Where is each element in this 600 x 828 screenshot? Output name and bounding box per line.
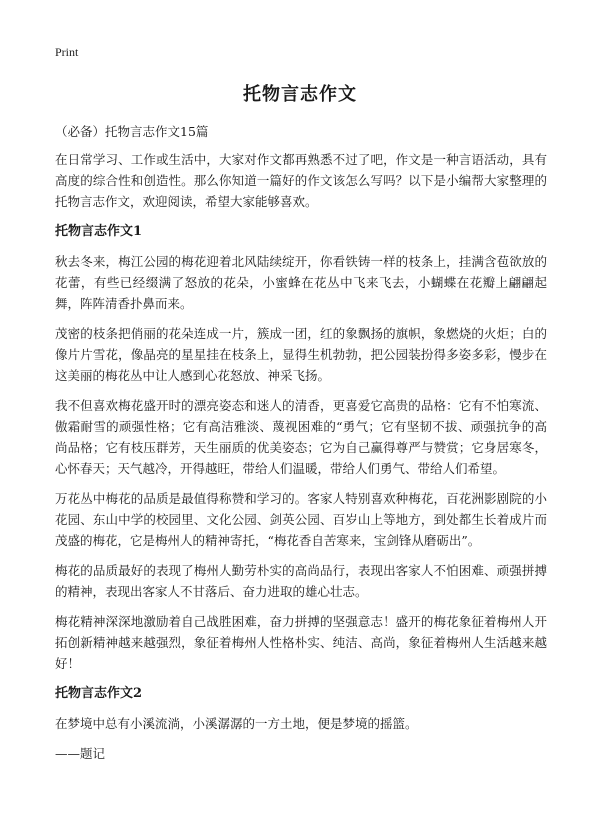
paragraph: 在梦境中总有小溪流淌，小溪潺潺的一方土地，便是梦境的摇篮。 <box>55 716 418 731</box>
article-subtitle: （必备）托物言志作文15篇 <box>55 124 209 139</box>
paragraph: 秋去冬来，梅江公园的梅花迎着北风陆续绽开，你看铁铸一样的枝条上，挂满含苞欲放的花蕾，有些已经缀满了怒放的花朵，小蜜蜂在花丛中飞来飞去，小蝴蝶在花瓣上翩翩起舞，阵阵清香扑鼻而来。 <box>55 254 547 311</box>
paragraph: 万花丛中梅花的品质是最值得称赞和学习的。客家人特别喜欢种梅花，百花洲影剧院的小花园、东山中学的校园里、文化公园、剑英公园、百岁山上等地方，到处都生长着成片而茂盛的梅花，它是梅州人的精神寄托，“梅花香自苦寒来，宝剑锋从磨砺出”。 <box>55 491 547 548</box>
print-link[interactable]: Print <box>55 45 79 59</box>
article-body <box>55 121 547 764</box>
paragraph: 梅花的品质最好的表现了梅州人勤劳朴实的高尚品行，表现出客家人不怕困难、顽强拼搏的精神，表现出客家人不甘落后、奋力进取的雄心壮志。 <box>55 563 547 599</box>
epigraph-signature: ——题记 <box>55 746 106 761</box>
section-heading: 托物言志作文2 <box>55 686 143 701</box>
paragraph: 我不但喜欢梅花盛开时的漂亮姿态和迷人的清香，更喜爱它高贵的品格：它有不怕寒流、傲霜耐雪的顽强性格；它有高洁雅淡、蔑视困难的“勇气；它有坚韧不拔、顽强抗争的高尚品格；它有枝压群芳，天生丽质的优美姿态；它为自己赢得尊严与赞赏；它身居寒冬，心怀春天；天气越冷，开得越旺，带给人们温暖，带给人们勇气、带给人们希望。 <box>55 398 547 476</box>
paragraph: 茂密的枝条把俏丽的花朵连成一片，簇成一团，红的象飘扬的旗帜，象燃烧的火炬；白的像片片雪花，像晶亮的星星挂在枝条上，显得生机勃勃，把公园装扮得多姿多彩，慢步在这美丽的梅花丛中让人感到心花怒放、神采飞扬。 <box>55 326 547 383</box>
page-title: 托物言志作文 <box>243 84 357 105</box>
paragraph: 梅花精神深深地激励着自己战胜困难，奋力拼搏的坚强意志！盛开的梅花象征着梅州人开拓创新精神越来越强烈，象征着梅州人性格朴实、纯洁、高尚，象征着梅州人生活越来越好！ <box>55 614 547 671</box>
section-heading: 托物言志作文1 <box>55 224 143 239</box>
intro-paragraph: 在日常学习、工作或生活中，大家对作文都再熟悉不过了吧，作文是一种言语活动，具有高度的综合性和创造性。那么你知道一篇好的作文该怎么写吗？以下是小编帮大家整理的托物言志作文，欢迎阅读，希望大家能够喜欢。 <box>55 152 547 209</box>
